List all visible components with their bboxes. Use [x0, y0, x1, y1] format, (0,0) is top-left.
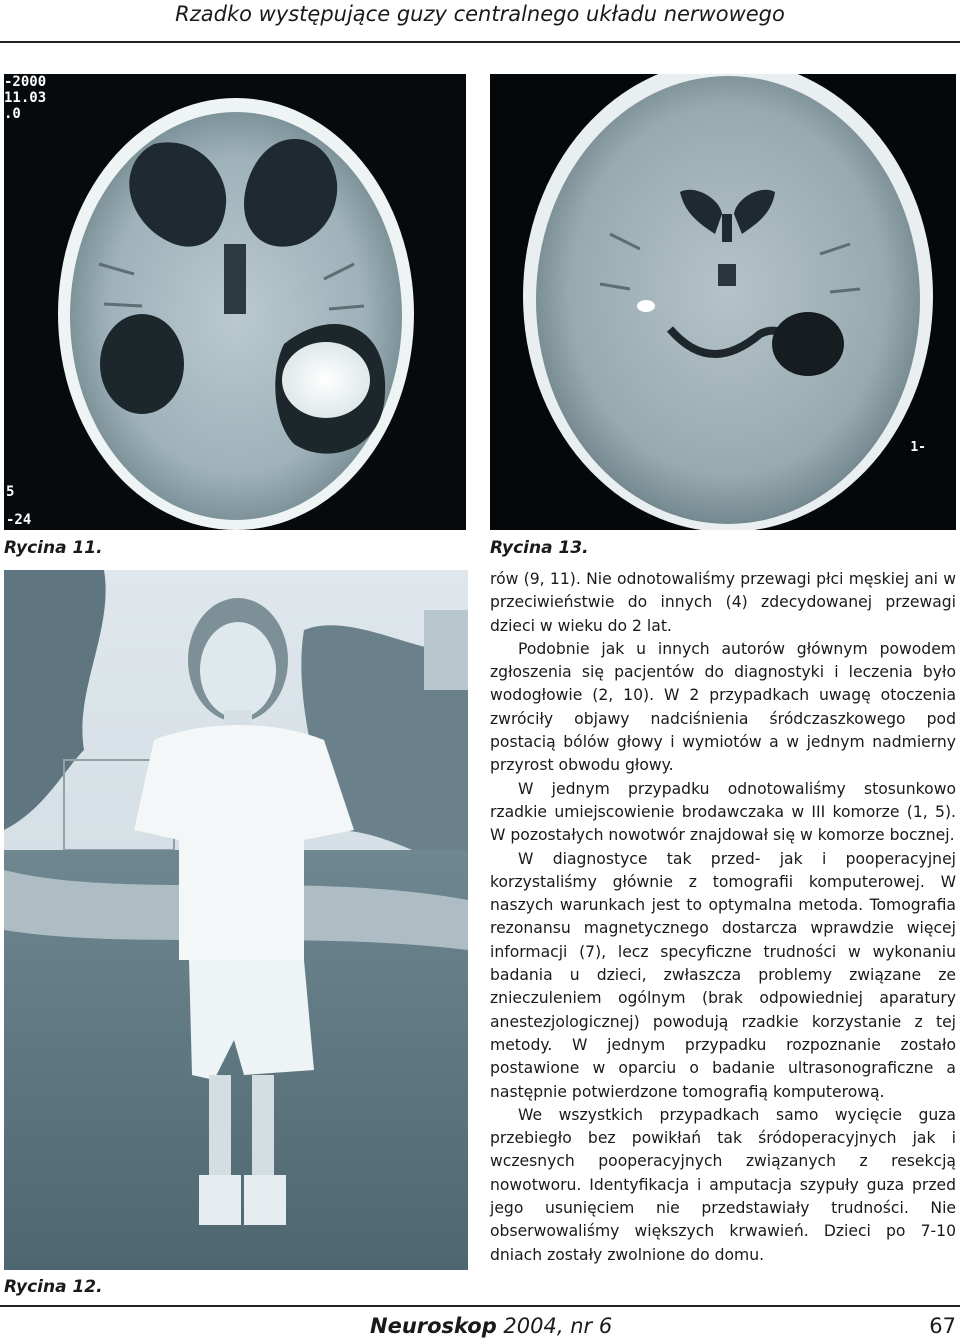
- figure-12-photo: [4, 570, 468, 1270]
- figure-11-ct-scan: [4, 74, 466, 530]
- figure-13-ct-scan: [490, 74, 956, 530]
- article-body: [490, 568, 956, 1267]
- ct-overlay-bottom: -24: [6, 512, 32, 528]
- footer-rule: [0, 1305, 960, 1307]
- page-number: 67: [929, 1314, 956, 1338]
- paragraph: We wszystkich przypadkach samo wycięcie guza przebiegło bez powikłań tak śródoperacyjnych jak i wczesnych pooperacyjnych związanych z resekcją nowotworu. Identyfikacja i amputacja szypuły guza przed jego usunięciem nie przedstawiały trudności. Nie obserwowaliśmy większych krwawień. Dzieci po 7-10 dniach zostały zwolnione do domu.: [490, 1105, 956, 1264]
- ct-overlay-line: .0: [4, 106, 21, 122]
- journal-issue: 2004, nr 6: [503, 1314, 613, 1338]
- running-header: Rzadko występujące guzy centralnego układu nerwowego: [175, 2, 785, 26]
- child-photo-image: [4, 570, 468, 1270]
- figure-11-caption: Rycina 11.: [4, 538, 103, 558]
- ct-overlay-line: -2000: [4, 74, 47, 90]
- ct-overlay-right: 1-: [910, 440, 926, 455]
- paragraph: W diagnostyce tak przed- jak i pooperacyjnej korzystaliśmy głównie z tomografii komputerowej. W naszych warunkach jest to optymalna metoda. Tomografia rezonansu magnetycznego dostarcza wprawdzie więcej informacji (7), lecz specyficzne trudności w wykonaniu badania u dzieci, zwłaszcza problemy związane ze znieczuleniem ogólnym (brak odpowiedniej aparatury anestezjologicznej) powodują rzadkie korzystanie z tej metody. W jednym przypadku rozpoznanie zostało postawione w oparciu o badanie ultrasonograficzne a następnie potwierdzone tomografią komputerową.: [490, 849, 956, 1101]
- ct-overlay-line: 11.03: [4, 90, 47, 106]
- figure-12-caption: Rycina 12.: [4, 1277, 103, 1297]
- paragraph: W jednym przypadku odnotowaliśmy stosunkowo rzadkie umiejscowienie brodawczaka w III komorze (1, 5). W pozostałych nowotwór znajdował się w komorze bocznej.: [490, 779, 956, 845]
- journal-citation: [370, 1312, 612, 1340]
- figure-13-caption: Rycina 13.: [490, 538, 589, 558]
- ct-overlay-top: [4, 74, 46, 122]
- ct-scan-image-11: [4, 74, 466, 530]
- ct-scan-image-13: [490, 74, 956, 530]
- journal-name: Neuroskop: [370, 1314, 497, 1338]
- paragraph: rów (9, 11). Nie odnotowaliśmy przewagi płci męskiej ani w przeciwieństwie do innych (4) zdecydowanej przewagi dzieci w wieku do 2 lat.: [490, 570, 956, 635]
- paragraph: Podobnie jak u innych autorów głównym powodem zgłoszenia się pacjentów do diagnostyki i leczenia było wodogłowie (2, 10). W 2 przypadkach uwagę otoczenia zwróciły objawy nadciśnienia śródczaszkowego pod postacią bólów głowy i wymiotów a w jednym nadmierny przyrost obwodu głowy.: [490, 639, 956, 775]
- header-rule: [0, 41, 960, 43]
- ct-overlay-side: 5: [6, 484, 15, 500]
